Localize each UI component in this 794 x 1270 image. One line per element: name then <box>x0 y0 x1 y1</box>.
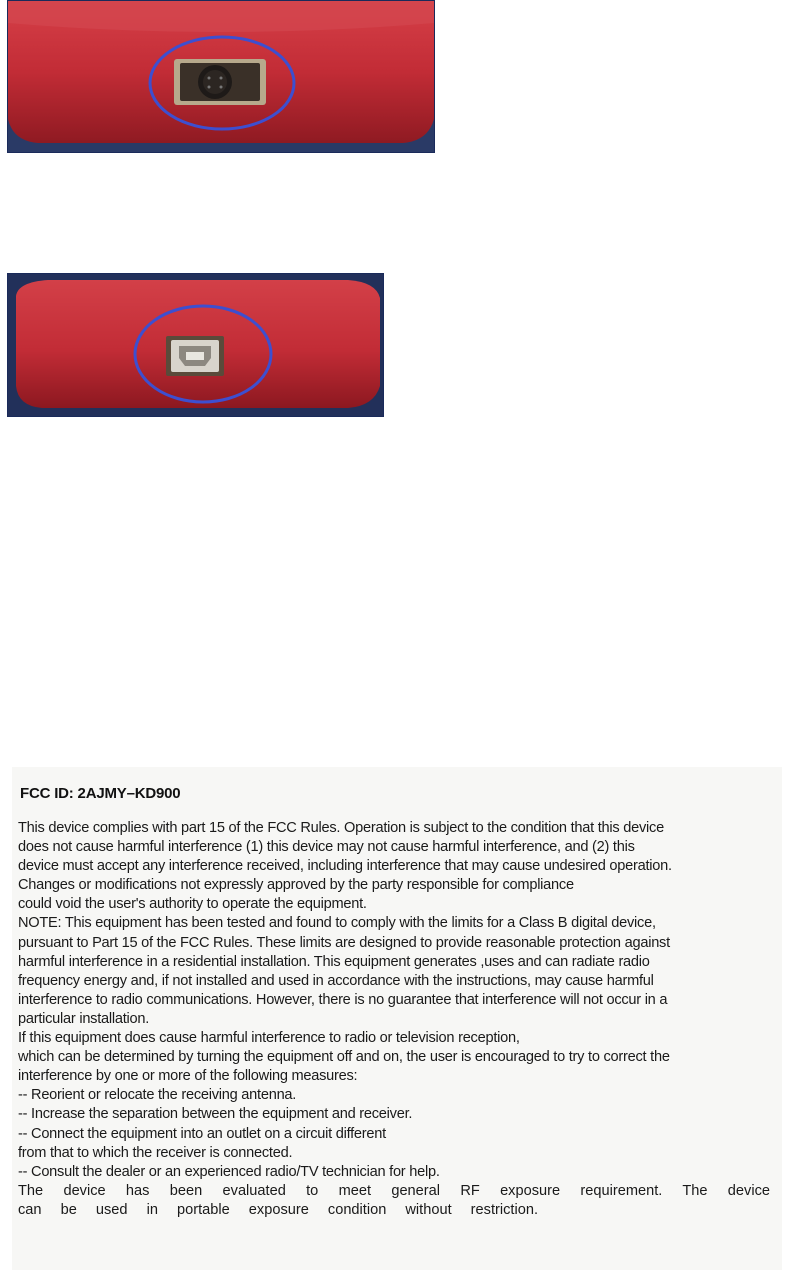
fcc-body-text <box>18 819 778 1220</box>
fcc-line: device must accept any interference received, including interference that may cause undesired operation. <box>18 858 672 875</box>
fcc-line: could void the user's authority to operate the equipment. <box>18 896 367 913</box>
fcc-line: If this equipment does cause harmful interference to radio or television reception, <box>18 1030 520 1047</box>
fcc-line: frequency energy and, if not installed and used in accordance with the instructions, may cause harmful <box>18 972 654 989</box>
fcc-line: particular installation. <box>18 1010 150 1027</box>
fcc-line: -- Connect the equipment into an outlet on a circuit different <box>18 1125 386 1142</box>
fcc-line: This device complies with part 15 of the FCC Rules. Operation is subject to the condition that this device <box>18 820 664 836</box>
device-port-photo-round <box>7 0 435 153</box>
fcc-line: pursuant to Part 15 of the FCC Rules. These limits are designed to provide reasonable protection against <box>18 934 670 951</box>
fcc-line: NOTE: This equipment has been tested and found to comply with the limits for a Class B digital device, <box>18 915 656 932</box>
fcc-line: -- Consult the dealer or an experienced radio/TV technician for help. <box>18 1163 440 1180</box>
fcc-line: The device has been evaluated to meet general RF exposure requirement. The device <box>18 1182 770 1199</box>
fcc-line: -- Increase the separation between the equipment and receiver. <box>18 1106 413 1123</box>
fcc-line: interference to radio communications. However, there is no guarantee that interference will not occur in a <box>18 991 668 1008</box>
fcc-line: from that to which the receiver is connected. <box>18 1144 293 1161</box>
fcc-line: harmful interference in a residential installation. This equipment generates ,uses and can radiate radio <box>18 953 650 970</box>
fcc-line: Changes or modifications not expressly approved by the party responsible for compliance <box>18 877 574 894</box>
device-port-photo-usb <box>7 273 384 417</box>
fcc-id-heading: FCC ID: 2AJMY–KD900 <box>20 785 181 802</box>
fcc-line: -- Reorient or relocate the receiving antenna. <box>18 1087 297 1104</box>
fcc-line: interference by one or more of the following measures: <box>18 1068 358 1085</box>
fcc-line: can be used in portable exposure condition without restriction. <box>18 1201 538 1218</box>
fcc-line: does not cause harmful interference (1) this device may not cause harmful interference, and (2) this <box>18 839 635 856</box>
fcc-statement <box>12 767 782 1270</box>
fcc-line: which can be determined by turning the equipment off and on, the user is encouraged to try to correct the <box>18 1049 670 1066</box>
